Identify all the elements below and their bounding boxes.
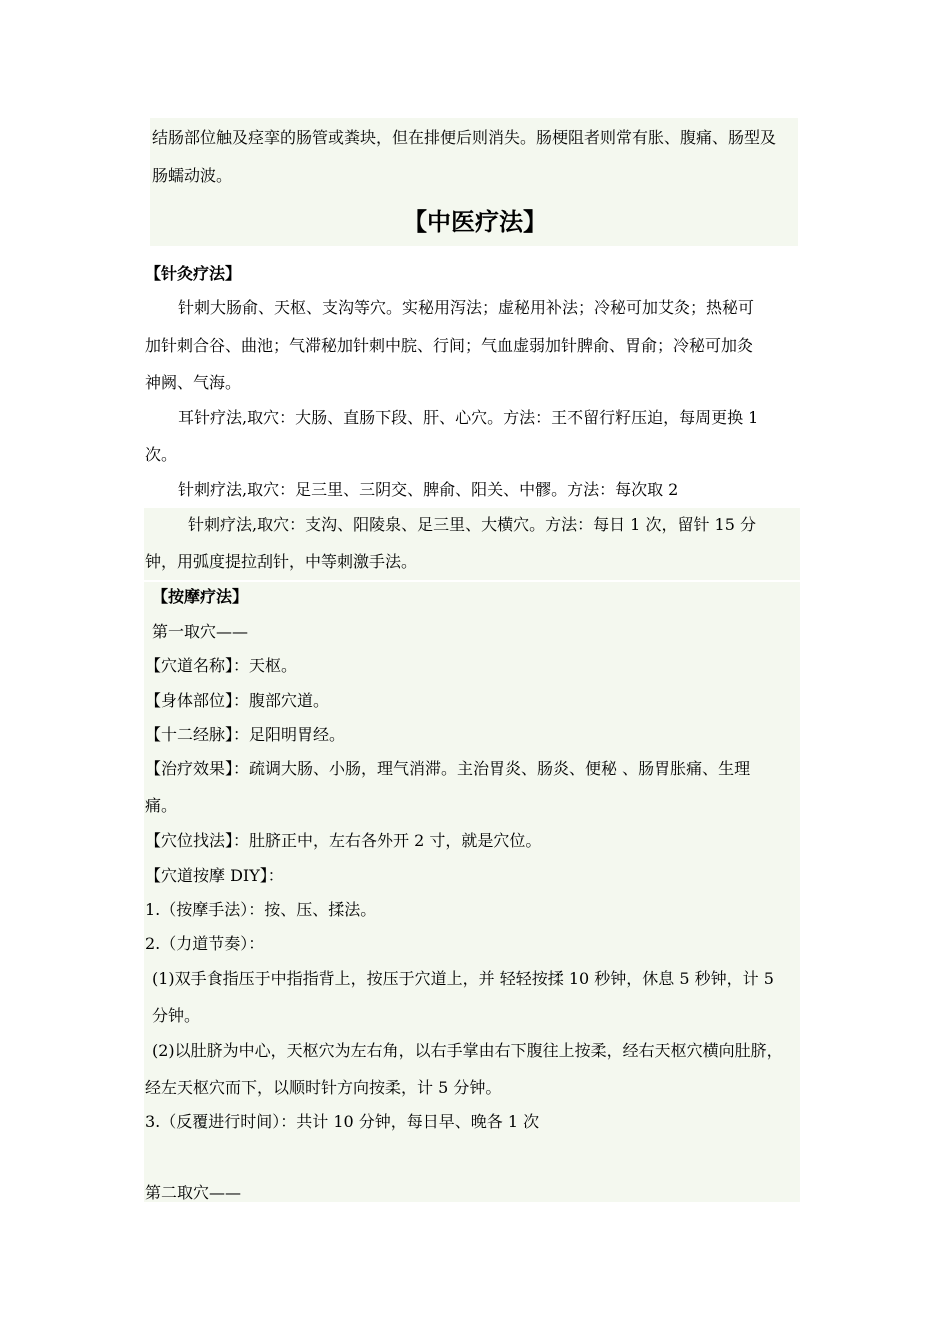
acupuncture-p1-line-1: 针刺大肠俞、天枢、支沟等穴。实秘用泻法；虚秘用补法；冷秘可加艾灸；热秘可	[178, 298, 755, 317]
step-2b-line-1: (2)以肚脐为中心，天枢穴为左右角，以右手掌由右下腹往上按柔，经右天枢穴横向肚脐，	[152, 1041, 783, 1060]
acupuncture-p2-line-2: 次。	[145, 445, 178, 464]
step-2b-line-2: 经左天枢穴而下，以顺时针方向按柔，计 5 分钟。	[145, 1078, 502, 1097]
step-2a-line-1: (1)双手食指压于中指指背上，按压于穴道上，并 轻轻按揉 10 秒钟，休息 5 秒钟，计 5	[152, 969, 774, 988]
step-2a-line-2: 分钟。	[152, 1006, 201, 1025]
point-finding: 【穴位找法】：肚脐正中，左右各外开 2 寸，就是穴位。	[145, 831, 542, 850]
effect-line-1: 【治疗效果】：疏调大肠、小肠，理气消滞。主治胃炎、肠炎、便秘 、肠胃胀痛、生理	[145, 759, 751, 778]
intro-line-1: 结肠部位触及痉挛的肠管或粪块，但在排便后则消失。肠梗阻者则常有胀、腹痛、肠型及	[152, 128, 777, 147]
intro-line-2: 肠蠕动波。	[152, 166, 233, 185]
body-location: 【身体部位】：腹部穴道。	[145, 691, 330, 710]
step-1: 1.（按摩手法）：按、压、揉法。	[145, 900, 377, 919]
acupuncture-p4-line-1: 针刺疗法,取穴：支沟、阳陵泉、足三里、大横穴。方法：每日 1 次，留针 15 分	[188, 515, 756, 534]
acupuncture-p4-line-2: 钟，用弧度提拉刮针，中等刺激手法。	[145, 552, 418, 571]
acupuncture-p2-line-1: 耳针疗法,取穴：大肠、直肠下段、肝、心穴。方法：王不留行籽压迫，每周更换 1	[178, 408, 759, 427]
massage-diy: 【穴道按摩 DIY】：	[145, 866, 284, 885]
point-name: 【穴道名称】：天枢。	[145, 656, 298, 675]
step-3: 3.（反覆进行时间）：共计 10 分钟，每日早、晚各 1 次	[145, 1112, 540, 1131]
effect-line-2: 痛。	[145, 796, 178, 815]
acupuncture-title: 【针灸疗法】	[145, 264, 242, 283]
acupuncture-p1-line-2: 加针刺合谷、曲池；气滞秘加针刺中脘、行间；气血虚弱加针脾俞、胃俞；冷秘可加灸	[145, 336, 754, 355]
massage-title: 【按摩疗法】	[152, 587, 249, 606]
main-heading: 【中医疗法】	[403, 208, 547, 236]
first-point-label: 第一取穴——	[152, 622, 249, 641]
meridian: 【十二经脉】：足阳明胃经。	[145, 725, 346, 744]
step-2: 2.（力道节奏）：	[145, 934, 265, 953]
acupuncture-p3: 针刺疗法,取穴：足三里、三阴交、脾俞、阳关、中髎。方法：每次取 2	[178, 480, 679, 499]
second-point-label: 第二取穴——	[145, 1183, 242, 1202]
acupuncture-p1-line-3: 神阙、气海。	[145, 373, 242, 392]
